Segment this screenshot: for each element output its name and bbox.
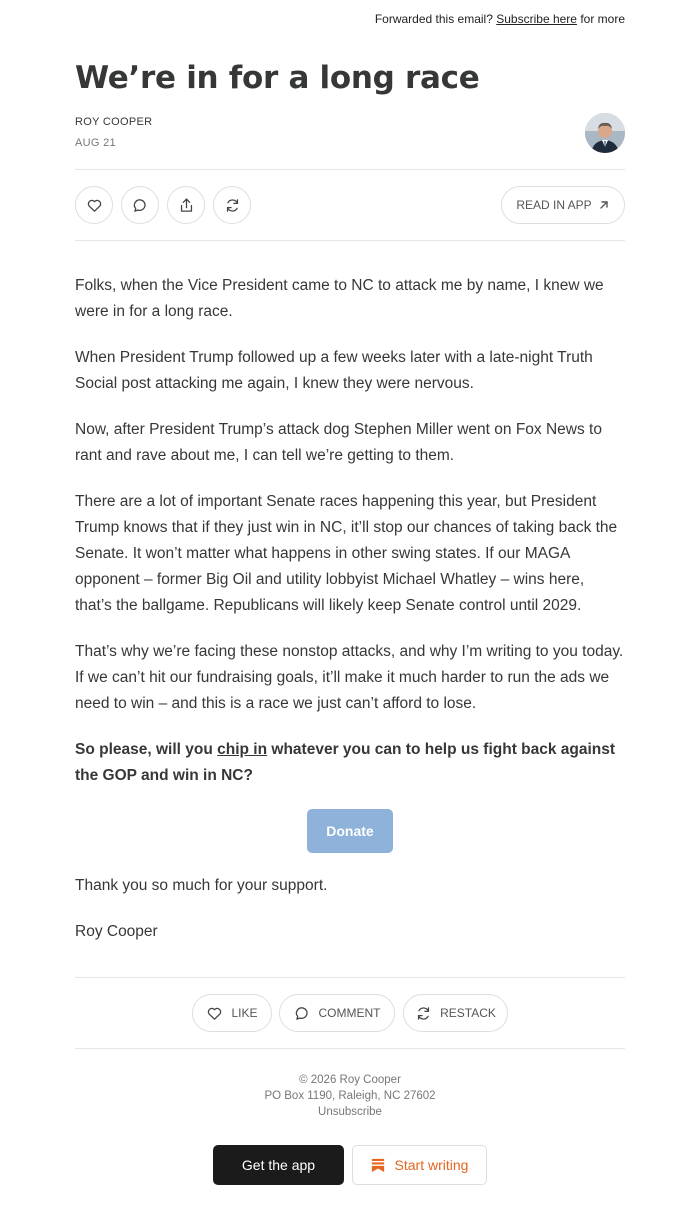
restack-icon [224,197,241,214]
avatar[interactable] [585,113,625,153]
cta-text-before: So please, will you [75,741,218,758]
post-date: AUG 21 [75,137,116,149]
paragraph-2: When President Trump followed up a few weeks later with a late-night Truth Social post attacking me again, I knew they were nervous. [75,349,593,392]
share-icon [178,197,195,214]
start-writing-label: Start writing [394,1157,469,1173]
divider-top [75,169,625,170]
author-name[interactable]: ROY COOPER [75,116,153,128]
signature: Roy Cooper [75,923,158,940]
restack-icon [415,1005,432,1022]
post-title[interactable]: We’re in for a long race [75,60,480,96]
like-button[interactable] [75,186,113,224]
subscribe-link[interactable]: Subscribe here [496,12,577,26]
donate-button[interactable]: Donate [307,809,393,853]
read-in-app-label: READ IN APP [516,198,592,212]
comment-icon [294,1005,311,1022]
paragraph-1: Folks, when the Vice President came to NC to attack me by name, I knew we were in for a long race. [75,277,604,320]
heart-icon [206,1005,223,1022]
footer-copyright: © 2026 Roy Cooper [299,1074,401,1086]
heart-icon [86,197,103,214]
divider-footer [75,1048,625,1049]
forward-suffix: for more [580,12,625,26]
comment-button[interactable] [121,186,159,224]
bottom-comment-button[interactable] [279,994,395,1032]
bottom-like-button[interactable] [192,994,272,1032]
paragraph-5: That’s why we’re facing these nonstop attacks, and why I’m writing to you today. If we can’t hit our fundraising goals, it’ll make it much harder to run the ads we need to win – and this is a race we just can’t afford to lose. [75,643,624,712]
divider-bottom [75,977,625,978]
call-to-action [75,737,625,789]
paragraph-3: Now, after President Trump’s attack dog Stephen Miller went on Fox News to rant and rave about me, I can tell we’re getting to them. [75,421,602,464]
chip-in-link[interactable]: chip in [217,741,268,758]
forward-text: Forwarded this email? [374,12,493,26]
like-label: LIKE [231,1006,258,1020]
start-writing-button[interactable] [352,1145,487,1185]
get-the-app-button[interactable]: Get the app [213,1145,344,1185]
divider-actions [75,240,625,241]
bottom-restack-button[interactable] [403,994,508,1032]
paragraph-4: There are a lot of important Senate races happening this year, but President Trump knows that if they just win in NC, it’ll stop our chances of taking back the Senate. It won’t matter what happens in other swing states. If our MAGA opponent – former Big Oil and utility lobbyist Michael Whatley – wins here, that’s the ballgame. Republicans will likely keep Senate control until 2029. [75,493,618,614]
avatar-photo-icon [585,113,625,153]
comment-label: COMMENT [318,1006,381,1020]
read-in-app-button[interactable] [501,186,625,224]
restack-button[interactable] [213,186,251,224]
arrow-up-right-icon [598,199,610,211]
substack-logo-icon [371,1158,385,1172]
unsubscribe-link[interactable]: Unsubscribe [318,1106,382,1118]
forward-notice [375,12,625,26]
share-button[interactable] [167,186,205,224]
thanks-line: Thank you so much for your support. [75,877,328,894]
cta-text-after: whatever you can to help us fight back against the GOP and win in NC? [75,741,616,784]
footer-address: PO Box 1190, Raleigh, NC 27602 [264,1090,436,1102]
restack-label: RESTACK [440,1006,496,1020]
comment-icon [132,197,149,214]
